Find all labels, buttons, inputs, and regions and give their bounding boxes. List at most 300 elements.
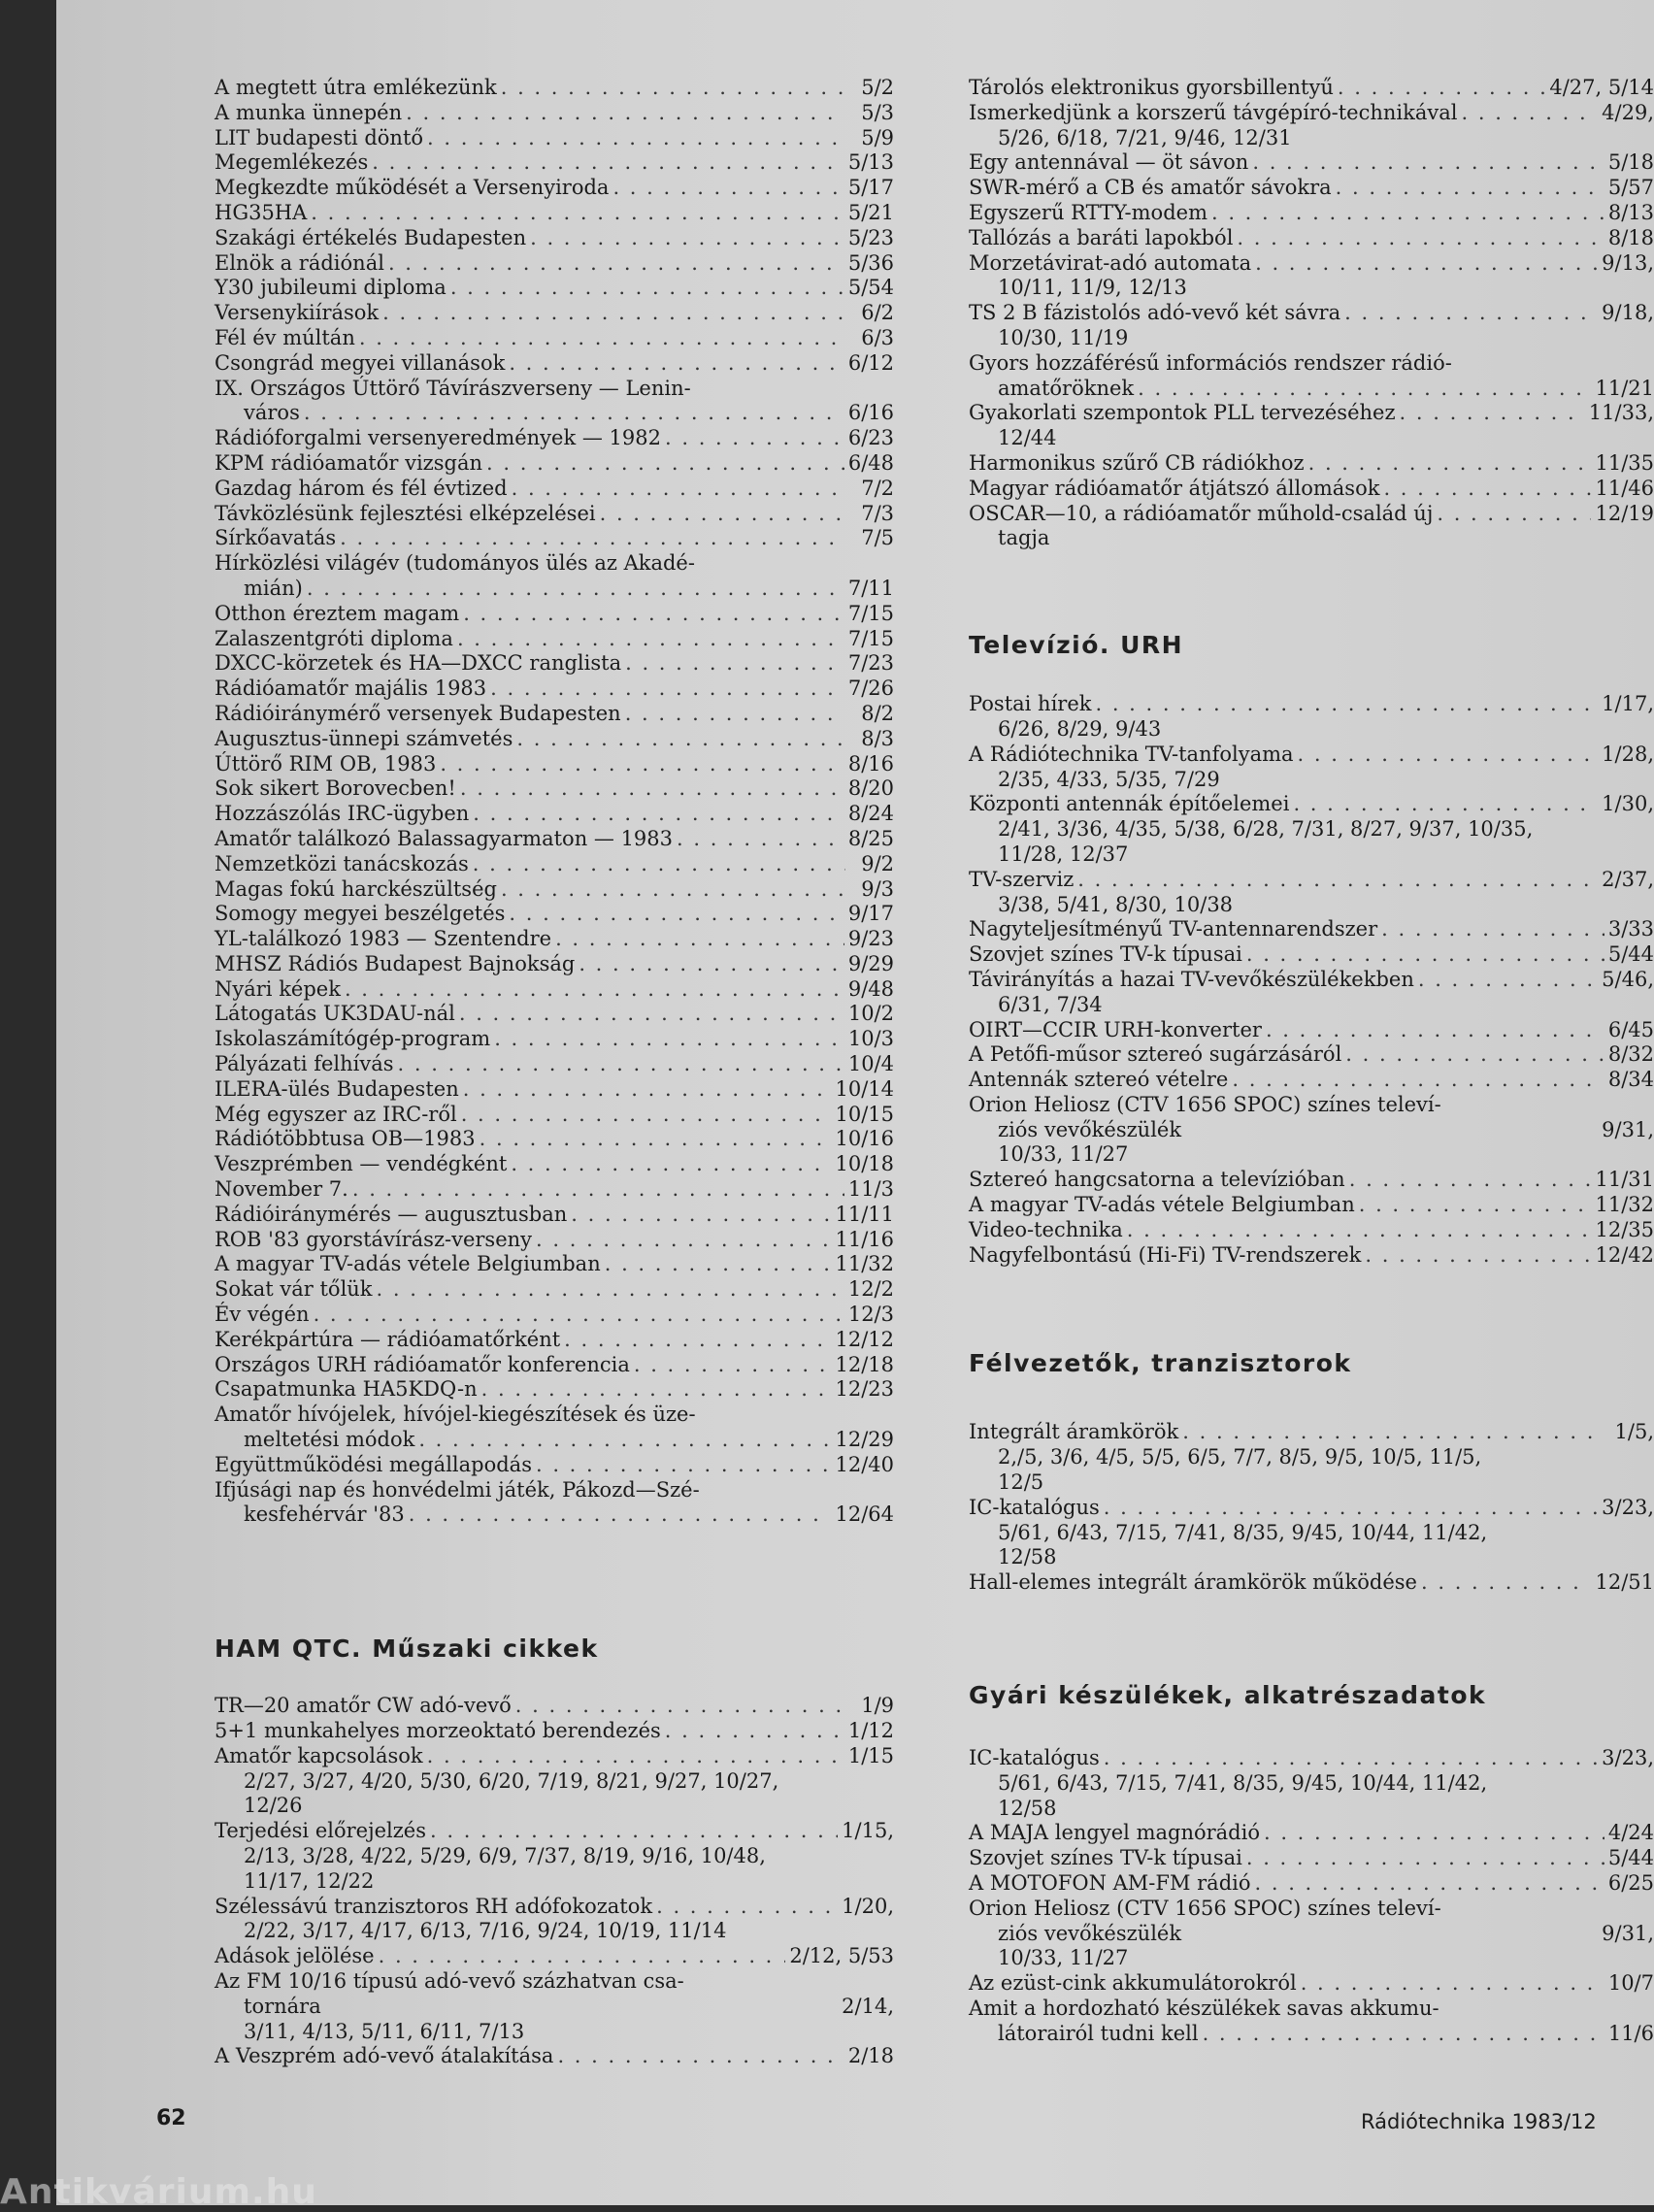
- section-heading-tv: Televízió. URH: [969, 631, 1184, 660]
- dot-leader: [1255, 1871, 1604, 1897]
- entry-continuation: [969, 1797, 1654, 1822]
- entry-page-ref: 10/16: [835, 1127, 894, 1151]
- dot-leader: [1400, 401, 1585, 426]
- entry-title: Y30 jubileumi diploma: [215, 276, 447, 300]
- dot-leader: [481, 1377, 832, 1403]
- entry-page-refs: 12/26: [244, 1794, 303, 1818]
- entry-page-ref: 1/17,: [1602, 692, 1654, 716]
- entry-line: [969, 1420, 1654, 1445]
- entry-title: Amatőr kapcsolások: [215, 1743, 423, 1767]
- index-entry: [215, 602, 894, 627]
- entry-line: [215, 1453, 894, 1478]
- dot-leader: [1381, 917, 1604, 942]
- entry-line: [215, 752, 894, 777]
- entry-title: Az FM 10/16 típusú adó-vevő százhatvan csa-: [215, 1968, 684, 1993]
- entry-title: Video-technika: [969, 1217, 1123, 1241]
- tv-list: [969, 692, 1654, 1268]
- index-entry: [215, 977, 894, 1003]
- dot-leader: [382, 301, 845, 326]
- entry-page-ref: 6/45: [1607, 1017, 1654, 1041]
- dot-leader: [430, 1819, 838, 1844]
- index-entry: [215, 1744, 894, 1819]
- index-entry: [969, 451, 1654, 477]
- entry-page-ref: 12/2: [847, 1277, 894, 1302]
- dot-leader: [1336, 176, 1604, 201]
- right-column: [969, 76, 1654, 2047]
- index-entry: [215, 1895, 894, 1945]
- dot-leader: [665, 426, 844, 451]
- entry-page-ref: 8/20: [847, 776, 894, 801]
- entry-continuation: [969, 1445, 1654, 1470]
- dot-leader: [473, 852, 845, 877]
- entry-page-ref: 3/23,: [1602, 1495, 1654, 1519]
- entry-title: Csapatmunka HA5KDQ-n: [215, 1377, 478, 1402]
- entry-title: ROB '83 gyorstávírász-verseny: [215, 1227, 533, 1251]
- index-entry: [215, 927, 894, 952]
- entry-page-refs: 10/30, 11/19: [998, 325, 1129, 349]
- entry-title: Somogy megyei beszélgetés: [215, 902, 506, 926]
- entry-page-ref: 11/33,: [1588, 401, 1654, 425]
- entry-line: [215, 426, 894, 451]
- entry-title: YL-találkozó 1983 — Szentendre: [215, 927, 552, 951]
- entry-continuation: [969, 768, 1654, 793]
- entry-title: Pályázati felhívás: [215, 1052, 394, 1076]
- dot-leader: [1301, 1971, 1604, 1997]
- entry-page-ref: 5/18: [1607, 150, 1654, 175]
- index-entry: [215, 1403, 894, 1453]
- index-entry: [215, 776, 894, 802]
- entry-title: Megemlékezés: [215, 150, 369, 175]
- entry-line: [969, 1971, 1654, 1997]
- entry-page-ref: 4/29,: [1602, 100, 1654, 124]
- index-entry: [215, 752, 894, 777]
- dot-leader: [427, 1744, 844, 1769]
- entry-page-ref: 6/23: [847, 426, 894, 450]
- entry-title: Amatőr hívójelek, hívójel-kiegészítések és üze-: [215, 1403, 696, 1427]
- dot-leader: [359, 326, 845, 351]
- entry-line: [215, 150, 894, 176]
- entry-page-ref: 6/48: [847, 450, 894, 475]
- entry-title: DXCC-körzetek és HA—DXCC ranglista: [215, 651, 622, 676]
- entry-page-ref: 8/34: [1607, 1068, 1654, 1092]
- entry-page-ref: 7/26: [847, 677, 894, 701]
- index-entry: [215, 952, 894, 977]
- dot-leader: [555, 927, 844, 952]
- dot-leader: [459, 1002, 844, 1027]
- entry-line: [215, 1127, 894, 1152]
- entry-continuation: [969, 1521, 1654, 1546]
- dot-leader: [1308, 451, 1592, 477]
- entry-line: [215, 802, 894, 827]
- entry-continuation: [969, 126, 1654, 151]
- index-entry: [215, 702, 894, 727]
- dot-leader: [406, 101, 845, 126]
- entry-title: Még egyszer az IRC-ről: [215, 1102, 457, 1126]
- dot-leader: [457, 627, 844, 652]
- entry-title: IC-katalógus: [969, 1746, 1100, 1770]
- entry-title: Elnök a rádiónál: [215, 250, 384, 275]
- journal-footer: Rádiótechnika 1983/12: [1361, 2110, 1597, 2133]
- entry-line: [215, 1002, 894, 1027]
- dot-leader: [398, 1052, 844, 1077]
- entry-page-refs: 10/33, 11/27: [998, 1142, 1129, 1167]
- entry-line: [215, 2044, 894, 2069]
- dot-leader: [1338, 76, 1545, 101]
- entry-page-ref: 12/40: [835, 1452, 894, 1476]
- entry-line: [215, 1428, 894, 1453]
- index-entry: [215, 526, 894, 551]
- dot-leader: [1365, 1243, 1591, 1269]
- entry-page-refs: 5/61, 6/43, 7/15, 7/41, 8/35, 9/45, 10/44, 11/42,: [998, 1520, 1488, 1544]
- entry-line: [969, 743, 1654, 768]
- index-entry: [215, 226, 894, 251]
- dot-leader: [665, 1719, 844, 1744]
- index-entry: [215, 377, 894, 427]
- entry-title: Rádiótöbbtusa OB—1983: [215, 1127, 476, 1151]
- entry-page-ref: 12/51: [1595, 1570, 1654, 1595]
- index-entry: [969, 1846, 1654, 1871]
- index-entry: [215, 551, 894, 602]
- entry-page-ref: 10/18: [835, 1152, 894, 1176]
- entry-title: KPM rádióamatőr vizsgán: [215, 450, 483, 475]
- entry-line: [215, 902, 894, 927]
- entry-page-ref: 12/12: [835, 1327, 894, 1351]
- index-entry: [215, 1719, 894, 1744]
- dot-leader: [1462, 101, 1599, 126]
- entry-line: [969, 1168, 1654, 1193]
- entry-page-ref: 11/32: [835, 1252, 894, 1276]
- entry-line: [215, 377, 894, 402]
- index-entry: [969, 301, 1654, 351]
- index-entry: [969, 101, 1654, 151]
- dot-leader: [530, 226, 844, 251]
- dot-leader: [1349, 1168, 1592, 1193]
- entry-page-ref: 5/17: [847, 176, 894, 200]
- dot-leader: [512, 477, 845, 502]
- entry-page-ref: 10/7: [1607, 1971, 1654, 1996]
- entry-line: [969, 2022, 1654, 2047]
- entry-page-ref: 9/48: [847, 976, 894, 1001]
- entry-title: Szovjet színes TV-k típusai: [969, 1846, 1242, 1870]
- entry-title-continuation: látorairól tudni kell: [998, 2021, 1199, 2045]
- dot-leader: [612, 176, 844, 201]
- entry-title: A munka ünnepén: [215, 100, 403, 124]
- entry-line: [969, 1846, 1654, 1871]
- entry-title: Veszprémben — vendégként: [215, 1152, 508, 1176]
- entry-continuation: [215, 1794, 894, 1819]
- entry-title: Antennák sztereó vételre: [969, 1068, 1229, 1092]
- entry-title: TV-szerviz: [969, 867, 1075, 891]
- entry-page-ref: 1/20,: [842, 1894, 894, 1918]
- entry-title: Postai hírek: [969, 692, 1092, 716]
- dot-leader: [501, 76, 845, 101]
- entry-page-ref: 8/24: [847, 802, 894, 826]
- entry-title: Az ezüst-cink akkumulátorokról: [969, 1971, 1297, 1996]
- entry-line: [969, 1093, 1654, 1118]
- entry-title: Ismerkedjünk a korszerű távgépíró-technikával: [969, 100, 1458, 124]
- entry-page-ref: 12/64: [835, 1502, 894, 1527]
- index-entry: [215, 1353, 894, 1378]
- entry-title: Rádióamatőr majális 1983: [215, 677, 487, 701]
- entry-title: November 7.: [215, 1177, 348, 1202]
- dot-leader: [1211, 201, 1604, 226]
- entry-page-ref: 8/32: [1607, 1042, 1654, 1067]
- entry-line: [215, 877, 894, 903]
- section-heading-devices: Gyári készülékek, alkatrészadatok: [969, 1681, 1487, 1710]
- entry-line: [969, 1997, 1654, 2022]
- entry-title-continuation: tornára: [244, 1994, 321, 2018]
- dot-leader: [509, 902, 844, 927]
- index-entry: [969, 743, 1654, 793]
- index-entry: [215, 651, 894, 677]
- index-entry: [215, 1478, 894, 1529]
- entry-title: Gyakorlati szempontok PLL tervezéséhez: [969, 401, 1396, 425]
- dot-leader: [460, 776, 844, 802]
- entry-line: [969, 251, 1654, 277]
- index-entry: [215, 1969, 894, 2044]
- entry-line: [215, 827, 894, 852]
- entry-page-ref: 10/2: [847, 1002, 894, 1026]
- entry-page-ref: 8/2: [861, 701, 894, 725]
- entry-page-ref: 6/25: [1607, 1871, 1654, 1896]
- entry-title: Országos URH rádióamatőr konferencia: [215, 1352, 630, 1376]
- entry-continuation: [969, 817, 1654, 842]
- entry-title: Sztereó hangcsatorna a televízióban: [969, 1168, 1345, 1192]
- index-entry: [969, 1068, 1654, 1093]
- index-entry: [969, 150, 1654, 176]
- index-entry: [969, 176, 1654, 201]
- entry-title: Fél év múltán: [215, 325, 355, 349]
- entry-page-ref: 5/9: [861, 125, 894, 149]
- entry-line: [969, 868, 1654, 893]
- entry-page-ref: 7/3: [861, 501, 894, 525]
- dot-leader: [1252, 150, 1604, 176]
- entry-page-refs: 2/35, 4/33, 5/35, 7/29: [998, 767, 1220, 791]
- entry-title: A Rádiótechnika TV-tanfolyama: [969, 742, 1294, 766]
- entry-title: Távirányítás a hazai TV-vevőkészülékekben: [969, 967, 1414, 991]
- dot-leader: [427, 126, 845, 151]
- entry-line: [215, 1103, 894, 1128]
- entry-page-ref: 8/18: [1607, 225, 1654, 249]
- entry-title: A magyar TV-adás vétele Belgiumban: [215, 1252, 601, 1276]
- index-entry: [215, 1077, 894, 1103]
- entry-page-ref: 4/27, 5/14: [1549, 76, 1654, 99]
- entry-page-ref: 7/15: [847, 601, 894, 625]
- index-entry: [215, 1303, 894, 1328]
- entry-continuation: [969, 993, 1654, 1018]
- entry-line: [215, 727, 894, 752]
- entry-title: Sírkőavatás: [215, 526, 337, 550]
- entry-title: Látogatás UK3DAU-nál: [215, 1002, 455, 1026]
- entry-continuation: [215, 1844, 894, 1869]
- entry-line: [215, 477, 894, 502]
- entry-line: [969, 1018, 1654, 1043]
- dot-leader: [1237, 226, 1604, 251]
- dot-leader: [1421, 1570, 1591, 1596]
- entry-line: [969, 351, 1654, 377]
- general-list-left: [215, 76, 894, 1528]
- entry-title: Nagyfelbontású (Hi-Fi) TV-rendszerek: [969, 1242, 1362, 1267]
- index-entry: [215, 1328, 894, 1353]
- index-entry: [215, 451, 894, 477]
- dot-leader: [1127, 1218, 1592, 1243]
- index-entry: [969, 1042, 1654, 1068]
- entry-continuation: [215, 1869, 894, 1895]
- index-entry: [215, 877, 894, 903]
- index-entry: [215, 477, 894, 502]
- index-entry: [969, 1897, 1654, 1971]
- entry-continuation: [969, 1545, 1654, 1570]
- entry-continuation: [215, 2020, 894, 2045]
- entry-title: Nagyteljesítményű TV-antennarendszer: [969, 917, 1378, 941]
- entry-continuation: [969, 893, 1654, 918]
- index-entry: [215, 1152, 894, 1177]
- entry-title: Ifjúsági nap és honvédelmi játék, Pákozd—Szé-: [215, 1477, 700, 1502]
- entry-title: Amatőr találkozó Balassagyarmaton — 1983: [215, 826, 674, 850]
- entry-page-ref: 1/9: [861, 1694, 894, 1718]
- entry-title: Morzetávirat-adó automata: [969, 250, 1252, 275]
- entry-title: OSCAR—10, a rádióamatőr műhold-család új: [969, 501, 1434, 525]
- entry-page-ref: 6/16: [847, 401, 894, 425]
- dot-leader: [557, 2044, 844, 2069]
- entry-page-ref: 8/25: [847, 826, 894, 850]
- entry-page-refs: 6/26, 8/29, 9/43: [998, 716, 1162, 741]
- entry-continuation: [969, 1946, 1654, 1971]
- devices-list: [969, 1746, 1654, 2047]
- section-heading-ham: HAM QTC. Műszaki cikkek: [215, 1634, 599, 1664]
- entry-line: [215, 226, 894, 251]
- entry-page-ref: 9/31,: [1602, 1117, 1654, 1141]
- entry-title: Hozzászólás IRC-ügyben: [215, 802, 470, 826]
- entry-line: [215, 852, 894, 877]
- entry-line: [215, 776, 894, 802]
- entry-title: Orion Heliosz (CTV 1656 SPOC) színes televí-: [969, 1896, 1441, 1920]
- index-entry: [215, 1228, 894, 1253]
- index-entry: [969, 477, 1654, 502]
- index-entry: [969, 1871, 1654, 1897]
- index-entry: [215, 1694, 894, 1719]
- entry-continuation: [215, 1769, 894, 1795]
- entry-title: Nyári képek: [215, 976, 341, 1001]
- entry-title: Harmonikus szűrő CB rádiókhoz: [969, 450, 1305, 475]
- entry-title: Nemzetközi tanácskozás: [215, 851, 469, 875]
- dot-leader: [656, 1895, 838, 1920]
- entry-line: [215, 1403, 894, 1428]
- entry-title-continuation: ziós vevőkészülék: [998, 1921, 1182, 1945]
- index-entry: [969, 226, 1654, 251]
- entry-title: Sokat vár tőlük: [215, 1277, 373, 1302]
- dot-leader: [1095, 692, 1598, 717]
- entry-line: [969, 201, 1654, 226]
- entry-line: [969, 1243, 1654, 1269]
- entry-page-ref: 1/12: [847, 1719, 894, 1743]
- index-entry: [969, 1168, 1654, 1193]
- dot-leader: [511, 1152, 831, 1177]
- dot-leader: [1104, 1496, 1598, 1521]
- entry-page-refs: 10/11, 11/9, 12/13: [998, 276, 1187, 300]
- index-entry: [215, 76, 894, 101]
- entry-continuation: [969, 842, 1654, 868]
- entry-page-ref: 11/31: [1595, 1168, 1654, 1192]
- entry-line: [215, 1819, 894, 1844]
- entry-continuation: [969, 426, 1654, 451]
- entry-page-ref: 5/57: [1607, 176, 1654, 200]
- entry-title: Tallózás a baráti lapokból: [969, 225, 1234, 249]
- entry-title: A Veszprém adó-vevő átalakítása: [215, 2044, 554, 2068]
- dot-leader: [579, 952, 844, 977]
- entry-line: [215, 401, 894, 426]
- entry-page-ref: 6/12: [847, 350, 894, 375]
- entry-page-refs: 12/58: [998, 1796, 1057, 1820]
- dot-leader: [1246, 1846, 1604, 1871]
- entry-line: [215, 1228, 894, 1253]
- dot-leader: [677, 827, 844, 852]
- entry-page-ref: 12/42: [1595, 1242, 1654, 1267]
- entry-continuation: [969, 1771, 1654, 1797]
- entry-page-ref: 8/13: [1607, 200, 1654, 224]
- entry-page-ref: 5/54: [847, 276, 894, 300]
- entry-line: [215, 276, 894, 301]
- entry-line: [969, 792, 1654, 817]
- dot-leader: [494, 1027, 844, 1052]
- index-entry: [215, 1377, 894, 1403]
- entry-title: LIT budapesti döntő: [215, 125, 424, 149]
- index-entry: [969, 1420, 1654, 1495]
- entry-page-refs: 2,/5, 3/6, 4/5, 5/5, 6/5, 7/7, 8/5, 9/5, 10/5, 11/5,: [998, 1445, 1482, 1469]
- entry-title: OIRT—CCIR URH-konverter: [969, 1017, 1262, 1041]
- entry-title: Úttörő RIM OB, 1983: [215, 751, 437, 776]
- entry-line: [215, 1719, 894, 1744]
- entry-line: [215, 1252, 894, 1277]
- entry-title: A megtett útra emlékezünk: [215, 76, 497, 99]
- index-entry: [969, 1971, 1654, 1997]
- entry-page-ref: 9/18,: [1602, 301, 1654, 325]
- index-entry: [969, 1496, 1654, 1570]
- index-entry: [215, 502, 894, 527]
- entry-page-refs: 2/27, 3/27, 4/20, 5/30, 6/20, 7/19, 8/21, 9/27, 10/27,: [244, 1768, 779, 1793]
- dot-leader: [625, 651, 844, 677]
- entry-title: Magas fokú harckészültség: [215, 876, 497, 901]
- entry-title: Adások jelölése: [215, 1944, 375, 1968]
- entry-line: [215, 677, 894, 702]
- index-entry: [969, 351, 1654, 402]
- entry-title: Augusztus-ünnepi számvetés: [215, 726, 513, 750]
- entry-line: [969, 942, 1654, 968]
- entry-line: [969, 1193, 1654, 1218]
- entry-page-ref: 9/23: [847, 927, 894, 951]
- entry-page-refs: tagja: [998, 526, 1050, 550]
- dot-leader: [1266, 1018, 1604, 1043]
- entry-page-ref: 7/5: [861, 526, 894, 550]
- index-entry: [969, 502, 1654, 552]
- index-entry: [969, 1570, 1654, 1596]
- entry-line: [969, 1118, 1654, 1143]
- entry-page-ref: 1/15: [847, 1743, 894, 1767]
- entry-page-ref: 9/31,: [1602, 1921, 1654, 1945]
- entry-page-refs: 12/5: [998, 1470, 1044, 1495]
- dot-leader: [304, 401, 844, 426]
- dot-leader: [314, 1303, 844, 1328]
- entry-title: Terjedési előrejelzés: [215, 1819, 426, 1843]
- entry-line: [215, 602, 894, 627]
- entry-line: [969, 76, 1654, 101]
- entry-line: [215, 551, 894, 577]
- entry-title: 5+1 munkahelyes morzeoktató berendezés: [215, 1719, 661, 1743]
- entry-title: Gyors hozzáférésű információs rendszer rádió-: [969, 350, 1452, 375]
- dot-leader: [345, 977, 844, 1003]
- entry-line: [215, 301, 894, 326]
- entry-page-ref: 5/3: [861, 100, 894, 124]
